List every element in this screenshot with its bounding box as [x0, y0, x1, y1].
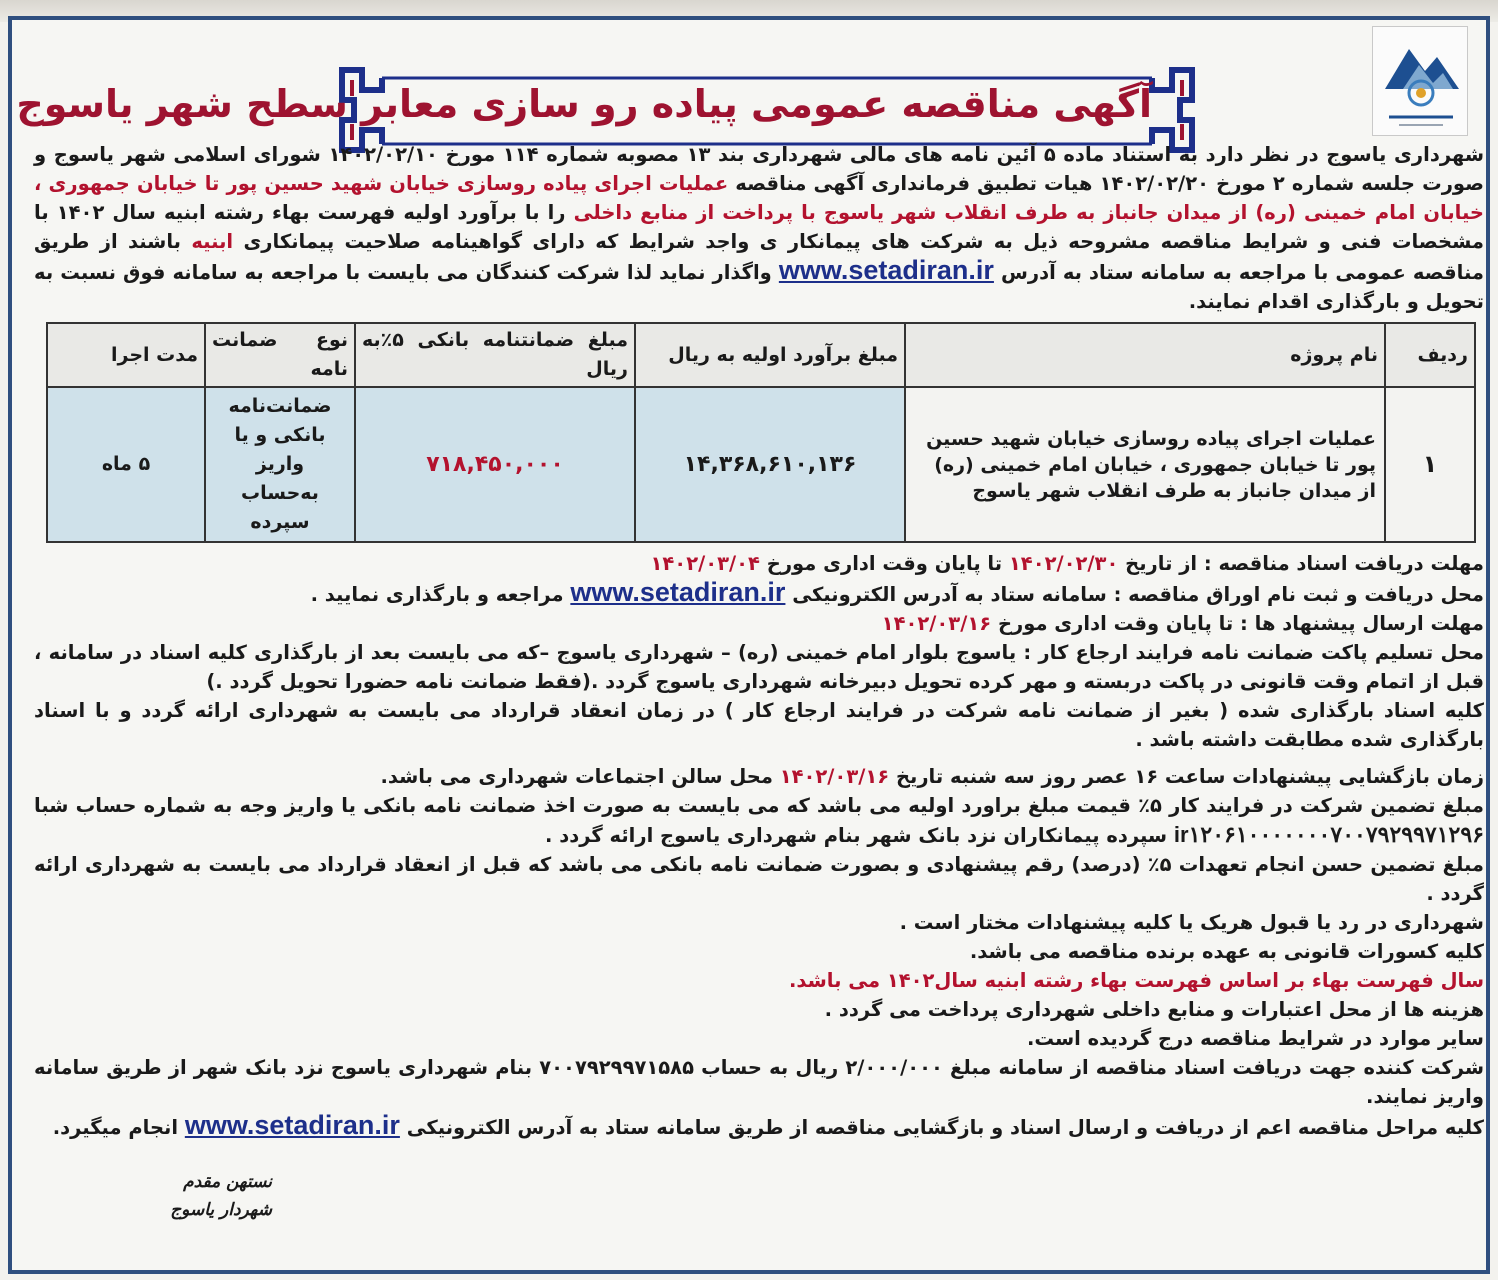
docs-match-paragraph: کلیه اسناد بارگذاری شده ( بغیر از ضمانت نامه شرکت در فرایند ارجاع کار ) در زمان انعقاد قرارداد می بایست به شهرداری ارائه گردد و با اسناد بارگذاری شده مطابقت داشته باشد . [34, 699, 1484, 751]
deadline-offers-label: مهلت ارسال پیشنهاد ها : تا پایان وقت اداری مورخ [997, 612, 1484, 635]
opening-date: ۱۴۰۲/۰۳/۱۶ [779, 765, 890, 788]
cell-estimate: ۱۴,۳۶۸,۶۱۰,۱۳۶ [635, 387, 905, 542]
fee-line: شرکت کننده جهت دریافت اسناد مناقصه از سامانه مبلغ ۲/۰۰۰/۰۰۰ ریال به حساب ۷۰۰۷۹۲۹۹۷۱۵۸۵ بنام شهرداری یاسوج نزد بانک شهر از طریق سامانه واریز نمایند. [34, 1056, 1485, 1108]
cell-project: عملیات اجرای پیاده روسازی خیابان شهید حسین پور تا خیابان جمهوری ، خیابان امام خمینی (ره) از میدان جانباز به طرف انقلاب شهر یاسوج [905, 387, 1385, 542]
setadiran-link-2[interactable]: www.setadiran.ir [570, 577, 786, 607]
cell-guarantee-amount: ۷۱۸,۴۵۰,۰۰۰ [355, 387, 635, 542]
performance-paragraph: مبلغ تضمین حسن انجام تعهدات ۵٪ (درصد) رقم پیشنهادی و بصورت ضمانت نامه بانکی می باشد که قبل از انعقاد قرارداد می بایست به شهرداری ارائه گردد . [34, 853, 1484, 905]
stages-text: کلیه مراحل مناقصه اعم از دریافت و ارسال اسناد و بازگشایی مناقصه از طریق سامانه ستاد به آدرس الکترونیکی [406, 1116, 1484, 1139]
intro-text-3: باشند از طریق مناقصه عمومی با مراجعه به سامانه ستاد به آدرس [34, 230, 1484, 284]
deductions-line: کلیه کسورات قانونی به عهده برنده مناقصه می باشد. [969, 940, 1484, 963]
header-estimate: مبلغ برآورد اولیه به ریال [635, 323, 905, 387]
sheba-number: ir۱۲۰۶۱۰۰۰۰۰۰۰۷۰۰۷۹۲۹۹۷۱۲۹۶ [1173, 822, 1484, 847]
signature-block [72, 1168, 272, 1224]
guarantee-text: مبلغ تضمین شرکت در فرایند کار ۵٪ قیمت مبلغ براورد اولیه می باشد که می بایست به صورت اخذ ضمانت نامه بانکی یا واریز وجه به شماره حساب شبا [34, 794, 1484, 817]
signatory-name: نستهن مقدم [183, 1172, 272, 1192]
project-scope-text: عملیات اجرای پیاده روسازی خیابان شهید حسین پور تا خیابان جمهوری ، خیابان امام خمینی (ره) از میدان جانباز به طرف انقلاب شهر یاسوج با پرداخت از منابع داخلی [34, 172, 1484, 224]
signatory-role: شهردار یاسوج [170, 1200, 272, 1220]
deadline-docs-to: ۱۴۰۲/۰۳/۰۴ [650, 552, 760, 575]
place-docs-line [34, 578, 1484, 609]
header-project: نام پروژه [905, 323, 1385, 387]
header-guarantee-amount: مبلغ ضمانتنامه بانکی ۵٪به ریال [355, 323, 635, 387]
cell-guarantee-type: ضمانت‌نامه بانکی و یا واریز به‌حساب سپرده [205, 387, 355, 542]
abnieh-text: ابنیه [191, 230, 234, 253]
intro-text-2: را با برآورد اولیه فهرست بهاء رشته ابنیه سال ۱۴۰۲ با مشخصات فنی و شرایط مناقصه مشروحه ذیل به شرکت های پیمانکار ی واجد شرایط که دارای گواهینامه صلاحیت پیمانکاری [34, 201, 1484, 253]
intro-paragraph [34, 140, 1484, 316]
opening-label: زمان بازگشایی پیشنهادات ساعت ۱۶ عصر روز سه شنبه تاریخ [895, 765, 1484, 788]
page-title: آگهی مناقصه عمومی پیاده رو سازی معابر سطح شهر یاسوج [16, 82, 1152, 126]
deadline-docs-line [34, 549, 1484, 578]
other-line: سایر موارد در شرایط مناقصه درج گردیده است. [1026, 1027, 1484, 1050]
place-docs-tail: مراجعه و بارگذاری نمایید . [310, 583, 564, 606]
setadiran-link[interactable]: www.setadiran.ir [778, 255, 994, 285]
deadline-offers-line [34, 609, 1484, 638]
mountain-logo-icon [1373, 27, 1469, 137]
deadline-docs-label: مهلت دریافت اسناد مناقصه : از تاریخ [1125, 552, 1484, 575]
stages-line [34, 1111, 1484, 1142]
notice-frame [8, 16, 1490, 1274]
notice-body [34, 140, 1484, 1142]
intro-text: شهرداری یاسوج در نظر دارد به استناد ماده ۵ آئین نامه های مالی شهرداری بند ۱۳ مصوبه شماره ۱۱۴ مورخ ۱۴۰۲/۰۲/۱۰ شورای اسلامی شهر یاسوج و صورت جلسه شماره ۲ مورخ ۱۴۰۲/۰۲/۲۰ هیات تطبیق فرمانداری آگهی مناقصه [34, 143, 1484, 195]
opening-line [34, 762, 1484, 791]
table-row [47, 387, 1475, 542]
setadiran-link-3[interactable]: www.setadiran.ir [184, 1110, 400, 1140]
price-list-line: سال فهرست بهاء بر اساس فهرست بهاء رشته ابنیه سال۱۴۰۲ می باشد. [788, 969, 1484, 992]
costs-line: هزینه ها از محل اعتبارات و منابع داخلی شهرداری پرداخت می گردد . [824, 998, 1484, 1021]
place-docs-label: محل دریافت و ثبت نام اوراق مناقصه : سامانه ستاد به آدرس الکترونیکی [792, 583, 1484, 606]
delivery-paragraph: محل تسلیم پاکت ضمانت نامه فرایند ارجاع کار : یاسوج بلوار امام خمینی (ره) – شهرداری یاسوج –که می بایست بعد از بارگذاری کلیه اسناد در سامانه ، قبل از اتمام وقت قانونی در پاکت دربسته و مهر کرده تحویل دبیرخانه شهرداری یاسوج گردد .(فقط ضمانت نامه حضورا تحویل گردد .) [34, 641, 1484, 693]
deadline-docs-mid: تا پایان وقت اداری مورخ [766, 552, 1003, 575]
stages-tail: انجام میگیرد. [52, 1116, 179, 1139]
intro-text-4: واگذار نماید لذا شرکت کنندگان می بایست با مراجعه به سامانه فوق نسبت به تحویل و بارگذاری اقدام نمایند. [34, 261, 1484, 313]
rights-line: شهرداری در رد یا قبول هریک یا کلیه پیشنهادات مختار است . [899, 911, 1484, 934]
header-row-num: ردیف [1385, 323, 1475, 387]
guarantee-paragraph [34, 791, 1484, 850]
municipality-logo [1372, 26, 1468, 136]
header-duration: مدت اجرا [47, 323, 205, 387]
deadline-docs-from: ۱۴۰۲/۰۲/۳۰ [1008, 552, 1119, 575]
cell-duration: ۵ ماه [47, 387, 205, 542]
guarantee-tail: سپرده پیمانکاران نزد بانک شهر بنام شهرداری یاسوج ارائه گردد . [545, 824, 1168, 847]
cell-row-num: ۱ [1385, 387, 1475, 542]
opening-tail: محل سالن اجتماعات شهرداری می باشد. [380, 765, 773, 788]
header-guarantee-type: نوع ضمانت نامه [205, 323, 355, 387]
table-header-row [47, 323, 1475, 387]
tender-table [46, 322, 1476, 543]
deadline-offers-date: ۱۴۰۲/۰۳/۱۶ [881, 612, 992, 635]
